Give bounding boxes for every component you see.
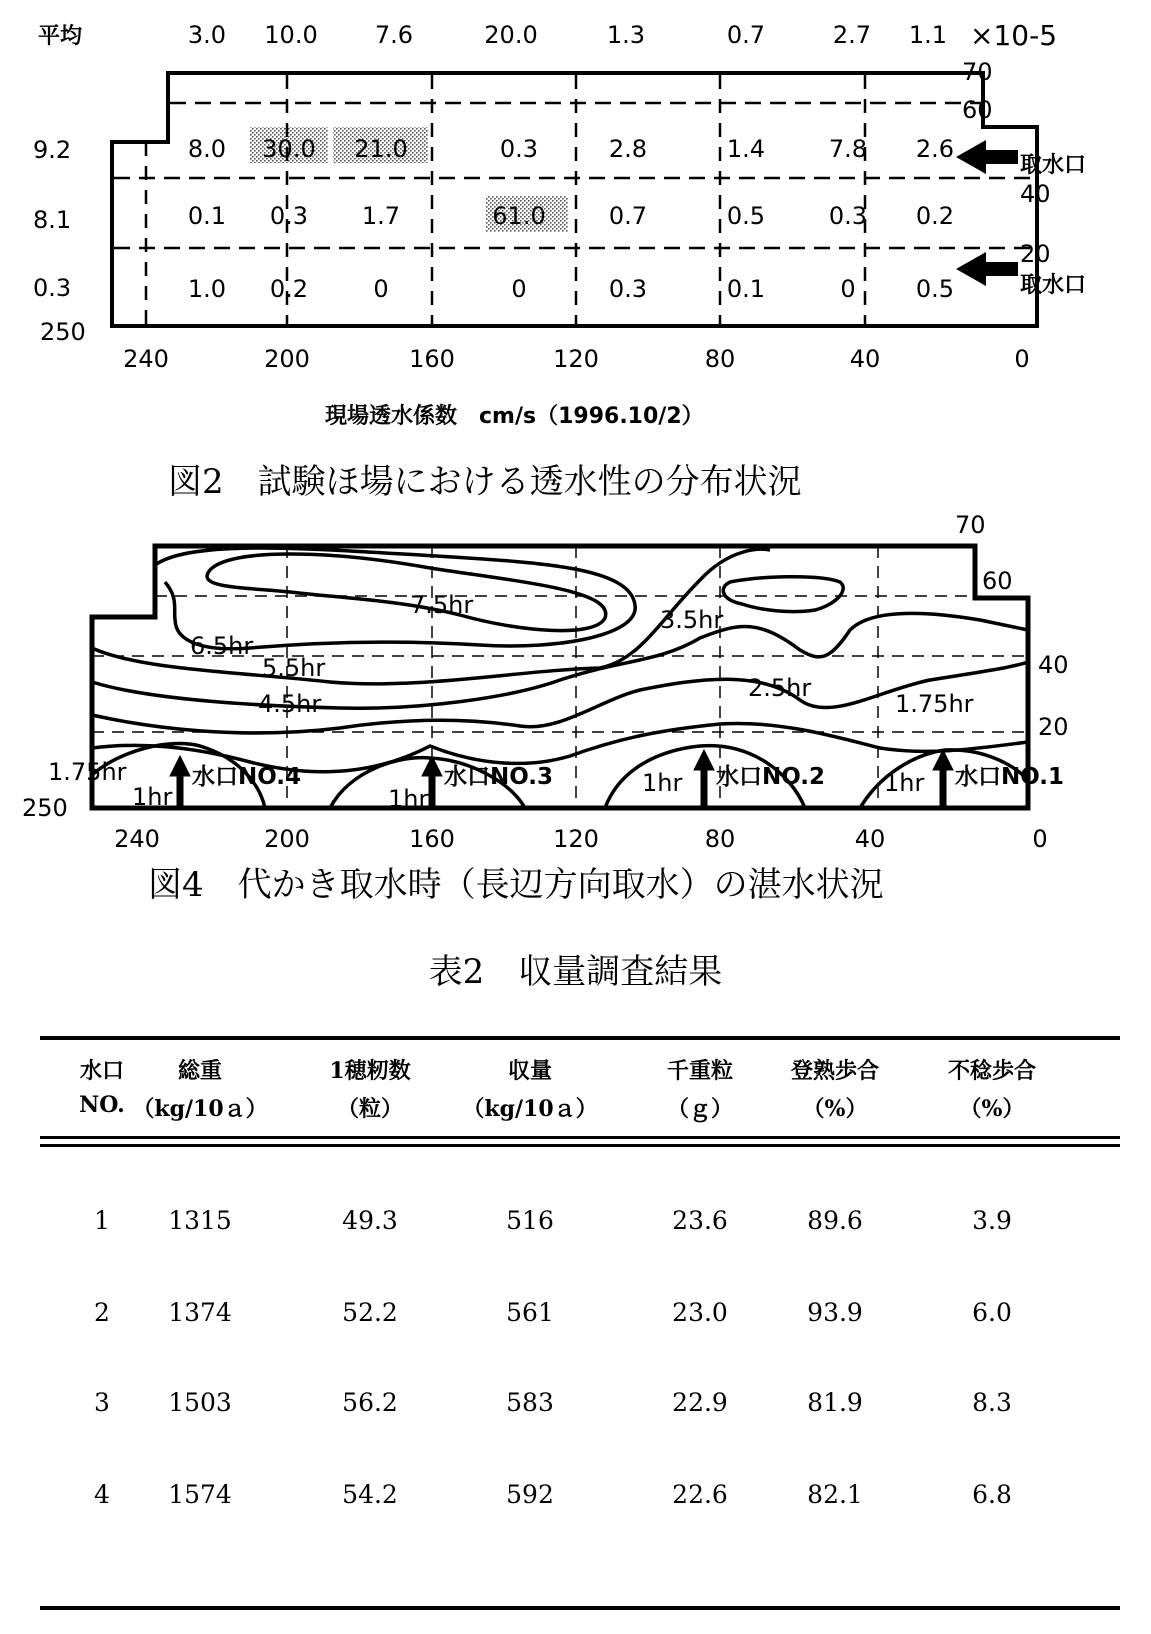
x-tick-label: 0: [1014, 345, 1030, 373]
header-thousand-grain: （ｇ）: [666, 1096, 734, 1122]
cell-value: 0.1: [187, 202, 227, 230]
x-tick-label: 40: [854, 825, 886, 853]
figure4-ponding-map: [0, 510, 1151, 920]
intake-arrow-icon: [694, 750, 714, 808]
table-cell: 52.2: [342, 1298, 398, 1327]
figure4-caption: 図4 代かき取水時（長辺方向取水）の湛水状況: [148, 865, 884, 905]
cell-value: 8.0: [187, 135, 227, 163]
average-value: 10.0: [264, 21, 318, 49]
row-label-3: 0.3: [33, 274, 72, 302]
table-cell: 54.2: [342, 1480, 398, 1509]
intake-label-no2: 水口NO.2: [716, 764, 826, 790]
y-origin-label: 250: [40, 318, 86, 346]
table-cell: 3: [94, 1388, 110, 1417]
table-cell: 1574: [168, 1480, 232, 1509]
contour-label: 1hr: [642, 769, 683, 797]
intake-label-no3: 水口NO.3: [444, 764, 554, 790]
x-tick-label: 200: [264, 825, 310, 853]
intake-label-lower: 取水口: [1020, 273, 1087, 298]
average-value: 0.7: [726, 21, 766, 49]
average-value: 7.6: [374, 21, 414, 49]
contour-label: 3.5hr: [660, 606, 724, 634]
table-cell: 23.0: [672, 1298, 728, 1327]
x-tick-label: 120: [553, 825, 599, 853]
x-tick-label: 240: [123, 345, 169, 373]
average-value: 1.3: [606, 21, 646, 49]
table-bottom-rule: [40, 1606, 1120, 1610]
table-cell: 82.1: [807, 1480, 863, 1509]
right-tick-40: 40: [1020, 180, 1051, 208]
header-ripening-rate: 登熟歩合: [790, 1058, 880, 1084]
table-cell: 23.6: [672, 1206, 728, 1235]
right-tick-40: 40: [1038, 651, 1069, 679]
contour-label: 4.5hr: [258, 690, 322, 718]
right-tick-20: 20: [1020, 240, 1051, 268]
table-cell: 516: [506, 1206, 554, 1235]
contour-label: 1hr: [132, 783, 173, 811]
contour-label: 6.5hr: [190, 632, 254, 660]
cell-value: 0.3: [269, 202, 309, 230]
x-tick-label: 80: [704, 825, 736, 853]
x-tick-label: 240: [114, 825, 160, 853]
x-axis-label: 現場透水係数 cm/s（1996.10/2）: [325, 404, 704, 429]
table-cell: 81.9: [807, 1388, 863, 1417]
table-cell: 592: [506, 1480, 554, 1509]
cell-value: 0: [840, 275, 856, 303]
cell-value: 0.3: [608, 275, 648, 303]
header-intake-no: NO.: [79, 1092, 125, 1118]
contour-label: 5.5hr: [262, 654, 326, 682]
header-total-weight: 総重: [177, 1058, 223, 1084]
cell-value: 1.7: [361, 202, 401, 230]
average-value: 2.7: [832, 21, 872, 49]
intake-arrow-icon: [933, 750, 953, 808]
cell-value: 1.0: [187, 275, 227, 303]
cell-value: 0.1: [726, 275, 766, 303]
avg-label: 平均: [38, 24, 83, 49]
table-cell: 6.0: [972, 1298, 1012, 1327]
row-label-2: 8.1: [33, 206, 72, 234]
table-cell: 1: [94, 1206, 110, 1235]
table-cell: 4: [94, 1480, 110, 1509]
header-yield: （kg/10ａ）: [462, 1096, 598, 1122]
header-grains-per-ear: 1穂籾数: [329, 1058, 411, 1084]
header-yield: 収量: [507, 1058, 553, 1084]
table-cell: 93.9: [807, 1298, 863, 1327]
table-cell: 56.2: [342, 1388, 398, 1417]
x-tick-label: 200: [264, 345, 310, 373]
x-tick-label: 120: [553, 345, 599, 373]
cell-value: 0: [373, 275, 389, 303]
table2-title: 表2 収量調査結果: [428, 952, 723, 992]
right-tick-60: 60: [982, 567, 1013, 595]
right-tick-70: 70: [962, 58, 993, 86]
header-ripening-rate: （%）: [802, 1096, 868, 1122]
contour-label: 1.75hr: [48, 758, 127, 786]
intake-label-upper: 取水口: [1020, 153, 1087, 178]
x-tick-label: 0: [1032, 825, 1048, 853]
y-origin-label: 250: [22, 794, 68, 822]
contour-label: 2.5hr: [748, 674, 812, 702]
cell-value: 2.8: [608, 135, 648, 163]
right-tick-20: 20: [1038, 713, 1069, 741]
cell-value: 0.2: [915, 202, 955, 230]
intake-arrow-icon: [170, 756, 190, 808]
contour-label: 1.75hr: [895, 690, 974, 718]
cell-value: 2.6: [915, 135, 955, 163]
contour-label: 7.5hr: [410, 591, 474, 619]
table-cell: 3.9: [972, 1206, 1012, 1235]
average-value: 1.1: [908, 21, 948, 49]
average-value: 3.0: [187, 21, 227, 49]
cell-value: 0.3: [828, 202, 868, 230]
table-cell: 583: [506, 1388, 554, 1417]
average-value: 20.0: [484, 21, 538, 49]
table-cell: 1374: [168, 1298, 232, 1327]
cell-value: 21.0: [354, 135, 408, 163]
cell-value: 0: [511, 275, 527, 303]
cell-value: 0.2: [269, 275, 309, 303]
table-header-rule: [40, 1144, 1120, 1147]
intake-label-no4: 水口NO.4: [192, 764, 302, 790]
x-tick-label: 40: [849, 345, 881, 373]
field-outline: [112, 73, 1037, 326]
x-tick-label: 160: [409, 345, 455, 373]
header-grains-per-ear: （粒）: [336, 1096, 404, 1122]
table-cell: 89.6: [807, 1206, 863, 1235]
figure2-permeability-map: [0, 0, 1151, 500]
row-label-1: 9.2: [33, 136, 72, 164]
header-sterility-rate: 不稔歩合: [947, 1058, 1037, 1084]
cell-value: 61.0: [492, 202, 546, 230]
x-tick-label: 160: [409, 825, 455, 853]
table-cell: 22.9: [672, 1388, 728, 1417]
contour-label: 1hr: [388, 785, 429, 813]
table-cell: 1503: [168, 1388, 232, 1417]
table-cell: 561: [506, 1298, 554, 1327]
table-cell: 49.3: [342, 1206, 398, 1235]
yield-table: [40, 1036, 1120, 1616]
header-thousand-grain: 千重粒: [666, 1058, 734, 1084]
header-intake-no: 水口: [79, 1058, 125, 1084]
figure2-caption: 図2 試験ほ場における透水性の分布状況: [168, 462, 802, 500]
table-cell: 2: [94, 1298, 110, 1327]
cell-value: 1.4: [726, 135, 766, 163]
contour-closed-3.5hr: [723, 577, 843, 612]
right-tick-60: 60: [962, 96, 993, 124]
table-top-rule: [40, 1036, 1120, 1040]
cell-value: 0.7: [608, 202, 648, 230]
cell-value: 7.8: [828, 135, 868, 163]
table-header-rule: [40, 1136, 1120, 1139]
cell-value: 30.0: [262, 135, 316, 163]
contour-label: 1hr: [884, 769, 925, 797]
intake-arrow-icon: [956, 252, 1018, 286]
intake-arrow-icon: [956, 140, 1018, 174]
table-cell: 8.3: [972, 1388, 1012, 1417]
table-cell: 6.8: [972, 1480, 1012, 1509]
header-sterility-rate: （%）: [959, 1096, 1025, 1122]
cell-value: 0.5: [915, 275, 955, 303]
right-tick-70: 70: [955, 511, 986, 539]
cell-value: 0.3: [499, 135, 539, 163]
avg-exponent: ×10-5: [970, 19, 1058, 52]
table-cell: 1315: [168, 1206, 232, 1235]
x-tick-label: 80: [704, 345, 736, 373]
header-total-weight: （kg/10ａ）: [132, 1096, 268, 1122]
cell-value: 0.5: [726, 202, 766, 230]
table-cell: 22.6: [672, 1480, 728, 1509]
intake-label-no1: 水口NO.1: [955, 764, 1065, 790]
